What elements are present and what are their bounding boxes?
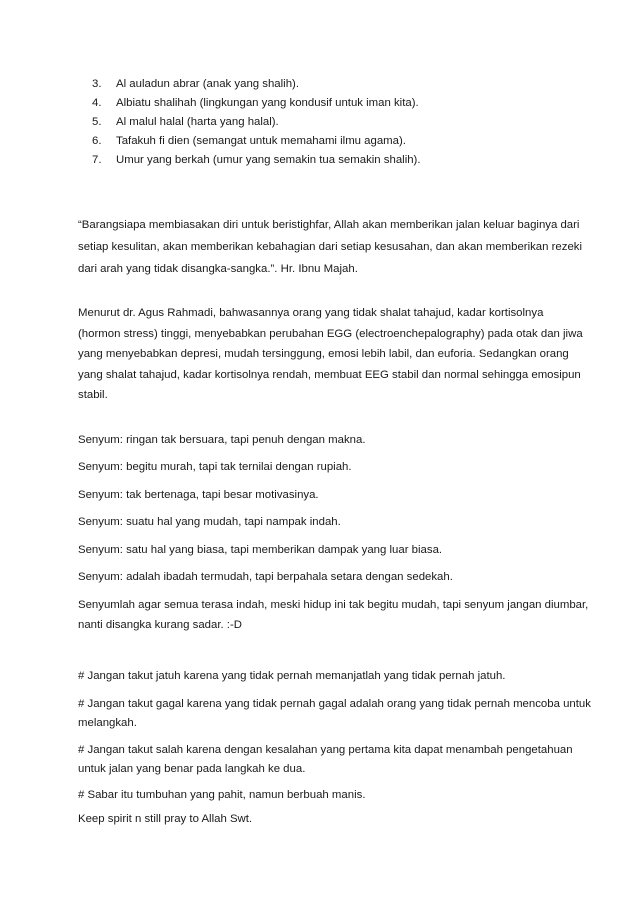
list-text: Al auladun abrar (anak yang shalih).	[116, 78, 299, 90]
motto-line: untuk jalan yang benar pada langkah ke dua.	[78, 763, 306, 775]
list-item	[92, 132, 421, 151]
list-number: 7.	[92, 154, 102, 166]
list-number: 6.	[92, 135, 102, 147]
tahajud-line: stabil.	[78, 389, 108, 401]
senyum-line: Senyum: satu hal yang biasa, tapi memberikan dampak yang luar biasa.	[78, 544, 443, 556]
tahajud-line: yang shalat tahajud, kadar kortisolnya rendah, membuat EEG stabil dan normal sehingga emosipun	[78, 369, 581, 381]
motto-line: # Jangan takut jatuh karena yang tidak pernah memanjatlah yang tidak pernah jatuh.	[78, 670, 506, 682]
list-text: Al malul halal (harta yang halal).	[116, 116, 279, 128]
senyum-closing-line: nanti disangka kurang sadar. :-D	[78, 619, 242, 631]
list-text: Umur yang berkah (umur yang semakin tua semakin shalih).	[116, 154, 421, 166]
senyum-line: Senyum: suatu hal yang mudah, tapi nampak indah.	[78, 516, 341, 528]
hadith-line: “Barangsiapa membiasakan diri untuk beristighfar, Allah akan memberikan jalan keluar baginya dari	[78, 219, 580, 231]
list-number: 4.	[92, 97, 102, 109]
list-item	[92, 75, 421, 94]
senyum-line: Senyum: begitu murah, tapi tak ternilai dengan rupiah.	[78, 461, 352, 473]
tahajud-line: yang menyebabkan depresi, mudah tersinggung, emosi lebih labil, dan euforia. Sedangkan orang	[78, 348, 569, 360]
numbered-list	[92, 75, 421, 170]
motto-line: melangkah.	[78, 717, 137, 729]
list-number: 3.	[92, 78, 102, 90]
list-number: 5.	[92, 116, 102, 128]
senyum-line: Senyum: tak bertenaga, tapi besar motivasinya.	[78, 489, 319, 501]
tahajud-line: (hormon stress) tinggi, menyebabkan perubahan EGG (electroenchepalography) pada otak dan jiwa	[78, 328, 583, 340]
closing-line: Keep spirit n still pray to Allah Swt.	[78, 813, 253, 825]
hadith-line: setiap kesulitan, akan memberikan kebahagian dari setiap kesusahan, dan akan memberikan rezeki	[78, 241, 583, 253]
tahajud-line: Menurut dr. Agus Rahmadi, bahwasannya orang yang tidak shalat tahajud, kadar kortisolnya	[78, 307, 544, 319]
motto-line: # Jangan takut gagal karena yang tidak pernah gagal adalah orang yang tidak pernah mencoba untuk	[78, 698, 591, 710]
motto-line: # Jangan takut salah karena dengan kesalahan yang pertama kita dapat menambah pengetahuan	[78, 744, 573, 756]
list-item	[92, 113, 421, 132]
hadith-line: dari arah yang tidak disangka-sangka.”. Hr. Ibnu Majah.	[78, 263, 358, 275]
senyum-line: Senyum: adalah ibadah termudah, tapi berpahala setara dengan sedekah.	[78, 571, 453, 583]
senyum-line: Senyum: ringan tak bersuara, tapi penuh dengan makna.	[78, 434, 366, 446]
senyum-closing-line: Senyumlah agar semua terasa indah, meski hidup ini tak begitu mudah, tapi senyum jangan diumbar,	[78, 599, 589, 611]
list-text: Albiatu shalihah (lingkungan yang kondusif untuk iman kita).	[116, 97, 419, 109]
list-item	[92, 151, 421, 170]
motto-line: # Sabar itu tumbuhan yang pahit, namun berbuah manis.	[78, 789, 366, 801]
list-text: Tafakuh fi dien (semangat untuk memahami ilmu agama).	[116, 135, 406, 147]
list-item	[92, 94, 421, 113]
